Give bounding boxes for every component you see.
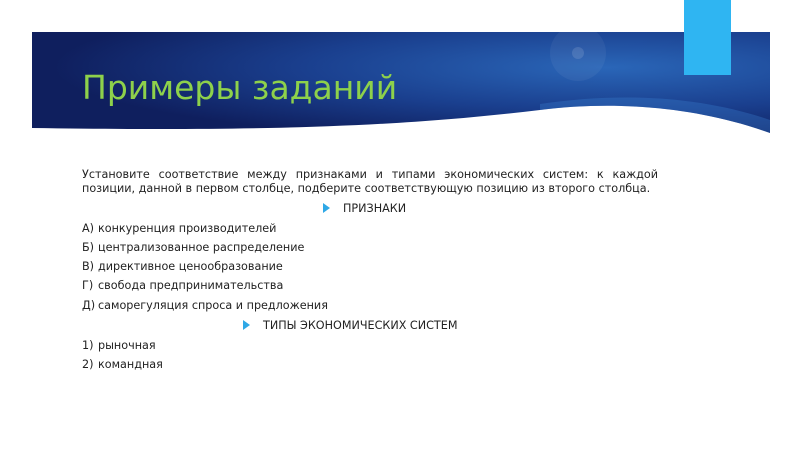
item-marker: 1): [82, 339, 94, 352]
item-text: директивное ценообразование: [98, 260, 283, 273]
feature-item: [82, 222, 276, 236]
decor-circle-inner: [572, 47, 584, 59]
accent-bar: [684, 0, 731, 75]
item-text: свобода предпринимательства: [98, 279, 284, 292]
features-heading: ПРИЗНАКИ: [343, 202, 407, 215]
feature-item: [82, 279, 283, 293]
task-instructions: Установите соответствие между признаками и типами экономических систем: к каждой позиции, данной в первом столбце, подберите соответствующую позицию из второго столбца.: [82, 168, 658, 195]
feature-item: [82, 241, 304, 255]
slide-title: Примеры заданий: [82, 68, 398, 107]
features-heading-row: [343, 202, 406, 216]
item-text: саморегуляция спроса и предложения: [98, 299, 328, 312]
item-marker: 2): [82, 358, 94, 371]
item-marker: Д): [82, 299, 96, 312]
item-marker: А): [82, 222, 95, 235]
types-heading: ТИПЫ ЭКОНОМИЧЕСКИХ СИСТЕМ: [263, 319, 458, 332]
triangle-bullet-icon: [323, 203, 330, 213]
item-text: централизованное распределение: [98, 241, 305, 254]
item-marker: Б): [82, 241, 95, 254]
triangle-bullet-icon: [243, 320, 250, 330]
item-marker: Г): [82, 279, 94, 292]
item-text: конкуренция производителей: [98, 222, 277, 235]
feature-item: [82, 260, 283, 274]
type-item: [82, 339, 156, 353]
item-text: рыночная: [98, 339, 156, 352]
types-heading-row: [263, 319, 457, 333]
feature-item: [82, 299, 328, 313]
item-text: командная: [98, 358, 163, 371]
item-marker: В): [82, 260, 95, 273]
type-item: [82, 358, 163, 372]
